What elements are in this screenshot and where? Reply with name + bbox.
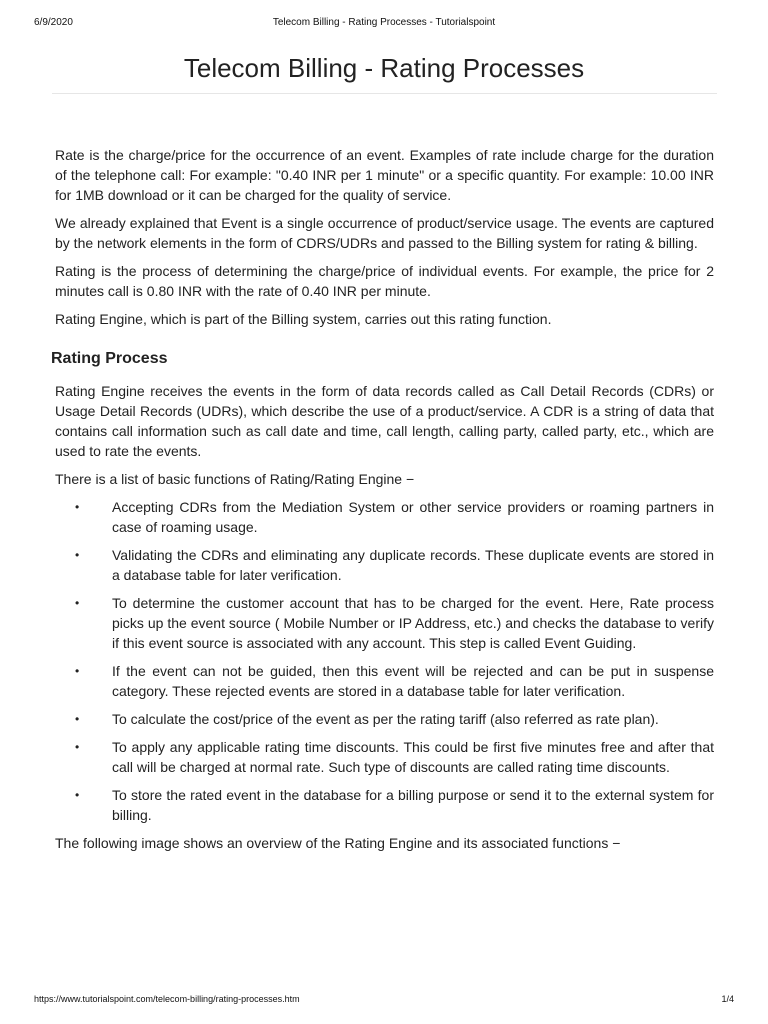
bullet-icon: • (75, 788, 80, 802)
list-item-text: Validating the CDRs and eliminating any duplicate records. These duplicate events are stored in a database table for later verification. (112, 547, 714, 583)
bullet-icon: • (75, 740, 80, 754)
list-item-text: To calculate the cost/price of the event as per the rating tariff (also referred as rate plan). (112, 711, 659, 727)
bullet-icon: • (75, 500, 80, 514)
page-title: Telecom Billing - Rating Processes (183, 53, 585, 83)
intro-paragraph-2: We already explained that Event is a single occurrence of product/service usage. The events are captured by the network elements in the form of CDRS/UDRs and passed to the Billing system for rating & billing. (55, 215, 714, 251)
functions-list (55, 497, 714, 825)
list-item-text: If the event can not be guided, then this event will be rejected and can be put in suspense category. These rejected events are stored in a database table for later verification. (112, 663, 714, 699)
title-divider (52, 93, 717, 94)
print-date: 6/9/2020 (34, 17, 73, 28)
bullet-icon: • (75, 664, 80, 678)
bullet-icon: • (75, 596, 80, 610)
list-item-text: Accepting CDRs from the Mediation System or other service providers or roaming partners in case of roaming usage. (112, 499, 714, 535)
section-paragraph: Rating Engine receives the events in the form of data records called as Call Detail Records (CDRs) or Usage Detail Records (UDRs), which describe the use of a product/service. A CDR is a string of data that contains call information such as call date and time, call length, calling party, called party, etc., which are used to rate the events. (55, 383, 714, 459)
list-item-text: To apply any applicable rating time discounts. This could be first five minutes free and after that call will be charged at normal rate. Such type of discounts are called rating time discounts. (112, 739, 714, 775)
article-body (51, 145, 714, 861)
list-item (55, 497, 714, 537)
print-doc-title: Telecom Billing - Rating Processes - Tutorialspoint (272, 17, 496, 28)
list-item (55, 661, 714, 701)
print-header (34, 17, 734, 31)
page-number: 1/4 (721, 994, 734, 1004)
intro-paragraph-3: Rating is the process of determining the charge/price of individual events. For example, the price for 2 minutes call is 0.80 INR with the rate of 0.40 INR per minute. (55, 263, 714, 299)
list-intro: There is a list of basic functions of Rating/Rating Engine − (55, 471, 415, 487)
bullet-icon: • (75, 712, 80, 726)
intro-paragraph-1: Rate is the charge/price for the occurrence of an event. Examples of rate include charge for the duration of the telephone call: For example: "0.40 INR per 1 minute" or a specific quantity. For example: 10.00 INR for 1MB download or it can be charged for the quality of service. (55, 147, 714, 203)
intro-paragraph-4: Rating Engine, which is part of the Billing system, carries out this rating function. (55, 311, 552, 327)
list-item (55, 709, 714, 729)
print-footer (34, 994, 734, 1008)
section-heading: Rating Process (51, 350, 168, 367)
list-item (55, 593, 714, 653)
list-item-text: To determine the customer account that has to be charged for the event. Here, Rate process picks up the event source ( Mobile Number or IP Address, etc.) and checks the database to verify if this event source is associated with any account. This step is called Event Guiding. (112, 595, 714, 651)
list-item (55, 785, 714, 825)
print-url[interactable]: https://www.tutorialspoint.com/telecom-billing/rating-processes.htm (34, 994, 300, 1004)
list-item (55, 545, 714, 585)
bullet-icon: • (75, 548, 80, 562)
list-item (55, 737, 714, 777)
list-item-text: To store the rated event in the database for a billing purpose or send it to the external system for billing. (112, 787, 714, 823)
closing-paragraph: The following image shows an overview of the Rating Engine and its associated functions − (55, 835, 621, 851)
